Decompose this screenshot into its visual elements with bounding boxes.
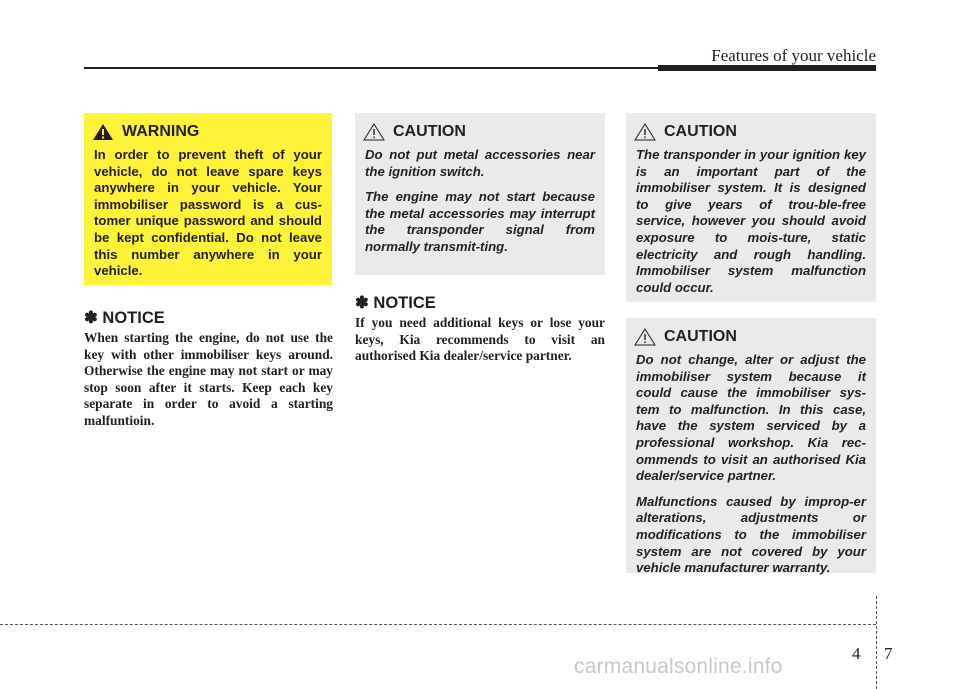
caution-icon	[634, 123, 656, 141]
caution-middle-paragraph-1: Do not put metal accessories near the ignition switch.	[365, 147, 595, 179]
header-title: Features of your vehicle	[711, 46, 876, 65]
page-section: 4	[852, 644, 861, 663]
caution-right-bottom-paragraph-1: Do not change, alter or adjust the immobiliser system because it could cause the immobiliser sys-tem to malfunction. In this case, have the system serviced by a professional workshop. Kia rec-ommends to visit an authorised Kia dealer/service partner.	[636, 352, 866, 484]
notice-middle-body: If you need additional keys or lose your keys, Kia recommends to visit an authorised Kia dealer/service partner.	[355, 315, 605, 364]
caution-middle-paragraph-2: The engine may not start because the metal accessories may interrupt the transponder signal from normally transmit-ting.	[365, 189, 595, 254]
caution-middle-title	[391, 123, 595, 141]
caution-box-right-top	[626, 113, 876, 302]
caution-box-right-bottom	[626, 318, 876, 576]
caution-right-bottom-paragraph-2: Malfunctions caused by improp-er alterations, adjustments or modifications to the immobiliser system are not covered by your vehicle manufacturer warranty.	[636, 493, 866, 576]
caution-icon	[363, 123, 385, 141]
warning-body	[94, 147, 322, 280]
warning-icon	[92, 123, 114, 141]
page-number: 7	[884, 644, 893, 663]
caution-middle-title-text: CAUTION	[393, 123, 466, 140]
notice-middle-title: ✽ NOTICE	[355, 294, 436, 312]
warning-paragraph: In order to prevent theft of your vehicle, do not leave spare keys anywhere in your vehicle. Your immobiliser password is a cus-tomer unique password and should be kept confidential. Do not leave this number anywhere in your vehicle.	[94, 147, 322, 279]
caution-right-top-title	[662, 123, 866, 141]
caution-right-bottom-title	[662, 328, 866, 346]
warning-title	[120, 123, 322, 141]
footer-vertical-rule	[876, 596, 877, 689]
caution-middle-body	[365, 147, 595, 256]
header-rule	[84, 67, 658, 69]
caution-right-bottom-body	[636, 352, 866, 577]
caution-right-bottom-title-text: CAUTION	[664, 328, 737, 345]
caution-right-top-title-text: CAUTION	[664, 123, 737, 140]
caution-right-top-body	[636, 147, 866, 296]
caution-icon	[634, 328, 656, 346]
watermark: carmanualsonline.info	[574, 655, 783, 678]
caution-box-middle	[355, 113, 605, 275]
warning-title-text: WARNING	[122, 123, 200, 140]
notice-left-title: ✽ NOTICE	[84, 309, 165, 327]
notice-left-body: When starting the engine, do not use the key with other immobiliser keys around. Otherwise the engine may not start or may stop soon after it starts. Keep each key separate in order to avoid a starting malfuntioin.	[84, 330, 333, 428]
header-rule-thick	[658, 65, 876, 71]
warning-box	[84, 113, 332, 285]
footer-dashed-rule	[0, 624, 876, 625]
caution-right-top-paragraph: The transponder in your ignition key is an important part of the immobiliser system. It is designed to give years of trou-ble-free service, however you should avoid exposure to mois-ture, static electricity and rough handling. Immobiliser system malfunction could occur.	[636, 147, 866, 295]
